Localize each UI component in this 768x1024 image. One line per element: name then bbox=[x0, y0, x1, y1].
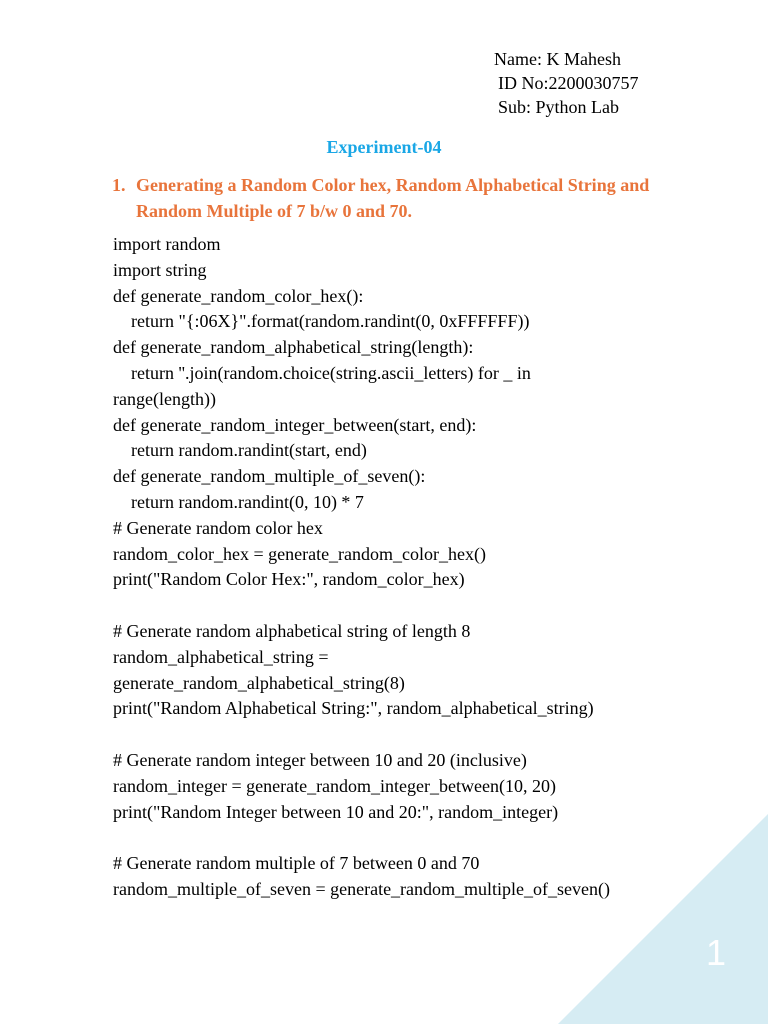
code-line: # Generate random alphabetical string of length 8 bbox=[113, 620, 471, 641]
code-line bbox=[113, 593, 733, 619]
question-text: Generating a Random Color hex, Random Alphabetical String and Random Multiple of 7 b/w 0 and 70. bbox=[136, 175, 650, 221]
code-line bbox=[113, 722, 733, 748]
code-line: # Generate random integer between 10 and 20 (inclusive) bbox=[113, 749, 527, 770]
code-line: import string bbox=[113, 259, 207, 280]
question-heading bbox=[112, 172, 712, 224]
code-line: random_integer = generate_random_integer_between(10, 20) bbox=[113, 775, 556, 796]
code-line: def generate_random_integer_between(start, end): bbox=[113, 414, 477, 435]
code-line: return "{:06X}".format(random.randint(0, 0xFFFFFF)) bbox=[113, 311, 530, 332]
code-line: return random.randint(start, end) bbox=[113, 440, 367, 461]
code-line: # Generate random multiple of 7 between 0 and 70 bbox=[113, 853, 480, 874]
student-info bbox=[494, 47, 639, 119]
code-line: range(length)) bbox=[113, 388, 216, 409]
page-number: 1 bbox=[706, 932, 727, 973]
code-line: # Generate random color hex bbox=[113, 517, 323, 538]
code-line: print("Random Integer between 10 and 20:", random_integer) bbox=[113, 801, 559, 822]
code-line: return random.randint(0, 10) * 7 bbox=[113, 491, 364, 512]
code-line: random_color_hex = generate_random_color_hex() bbox=[113, 543, 487, 564]
code-line: print("Random Alphabetical String:", random_alphabetical_string) bbox=[113, 698, 594, 719]
code-line: generate_random_alphabetical_string(8) bbox=[113, 672, 405, 693]
code-line: import random bbox=[113, 234, 221, 254]
code-block bbox=[113, 232, 733, 903]
code-line: def generate_random_multiple_of_seven(): bbox=[113, 466, 426, 487]
question-number: 1. bbox=[112, 175, 126, 195]
subject: Sub: Python Lab bbox=[498, 97, 620, 117]
code-line: def generate_random_color_hex(): bbox=[113, 285, 364, 306]
student-id: ID No:2200030757 bbox=[498, 73, 639, 93]
code-line: def generate_random_alphabetical_string(length): bbox=[113, 337, 474, 358]
student-name: Name: K Mahesh bbox=[494, 49, 621, 69]
code-line: random_alphabetical_string = bbox=[113, 646, 329, 667]
code-line: return ''.join(random.choice(string.ascii_letters) for _ in bbox=[113, 362, 531, 383]
corner-triangle bbox=[558, 814, 768, 1024]
experiment-title: Experiment-04 bbox=[326, 137, 442, 157]
corner-decoration bbox=[558, 814, 768, 1024]
code-line: print("Random Color Hex:", random_color_hex) bbox=[113, 569, 465, 590]
code-line: random_multiple_of_seven = generate_random_multiple_of_seven() bbox=[113, 878, 611, 899]
